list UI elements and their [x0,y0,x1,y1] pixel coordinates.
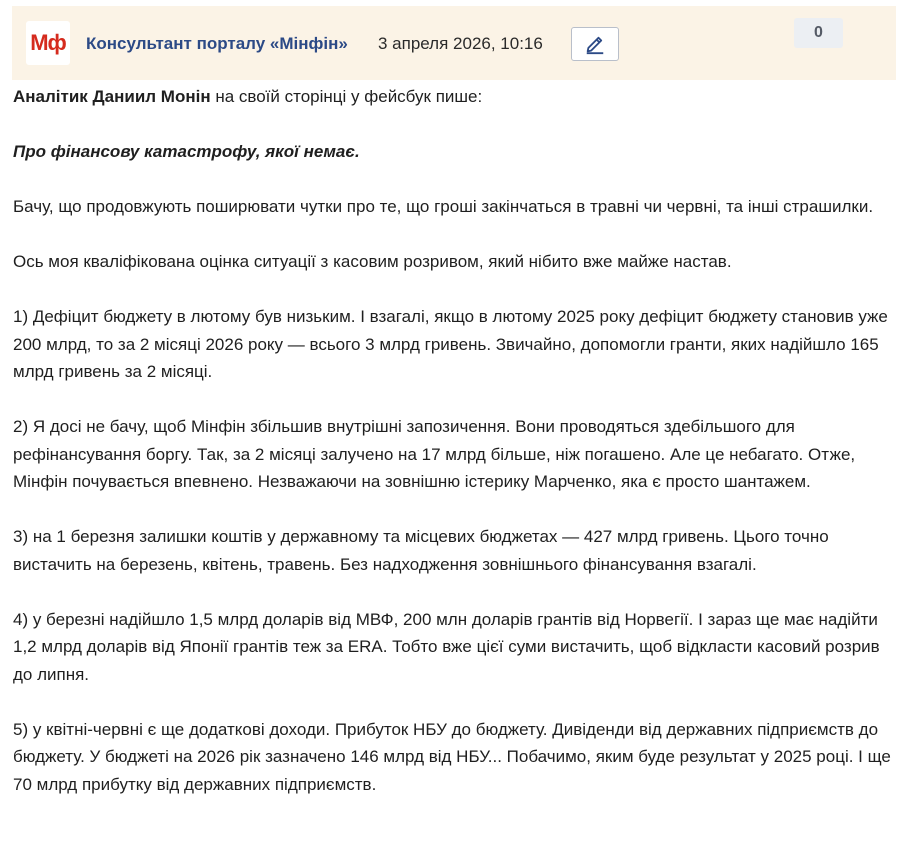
paragraph: 5) у квітні-червні є ще додаткові доходи. Прибуток НБУ до бюджету. Дивіденди від державних підприємств до бюджету. У бюджеті на 2026 рік зазначено 146 млрд від НБУ... Побачимо, яким буде результат у 2025 році. І ще 70 млрд прибутку від державних підприємств. [13,719,891,794]
paragraph: Бачу, що продовжують поширювати чутки про те, що гроші закінчаться в травні чи червні, та інші страшилки. [13,197,874,216]
intro-paragraph [13,83,903,111]
edit-button[interactable] [571,27,619,61]
post-header [12,6,896,80]
intro-author: Аналітик Даниил Монін [13,87,211,106]
intro-text: на своїй сторінці у фейсбук пише: [210,87,483,106]
minfin-logo[interactable]: Мф [26,21,70,65]
author-link[interactable]: Консультант порталу «Мінфін» [86,34,348,53]
paragraph: 2) Я досі не бачу, щоб Мінфін збільшив внутрішні запозичення. Вони проводяться здебільшого для рефінансування боргу. Так, за 2 місяці залучено на 17 млрд більше, ніж погашено. Але це небагато. Отже, Мінфін почувається впевнено. Незважаючи на зовнішню істерику Марченко, яка є просто шантажем. [13,417,856,491]
paragraph: 3) на 1 березня залишки коштів у державному та місцевих бюджетах — 427 млрд гривень. Цього точно вистачить на березень, квітень, травень. Без надходження зовнішнього фінансування взагалі. [13,527,829,574]
post-title: Про фінансову катастрофу, якої немає. [13,142,360,161]
paragraph: 4) у березні надійшло 1,5 млрд доларів від МВФ, 200 млн доларів грантів від Норвегії. І зараз ще має надійти 1,2 млрд доларів від Японії грантів теж за ERA. Тобто вже цієї суми вистачить, щоб відкласти касовий розрив до липня. [13,609,880,684]
paragraph: Ось моя кваліфікована оцінка ситуації з касовим розривом, який нібито вже майже настав. [13,252,732,271]
post-body [13,83,903,798]
pencil-icon [584,33,606,55]
rating-counter[interactable]: 0 [794,18,843,48]
paragraph: 1) Дефіцит бюджету в лютому був низьким. І взагалі, якщо в лютому 2025 року дефіцит бюджету становив уже 200 млрд, то за 2 місяці 2026 року — всього 3 млрд гривень. Звичайно, допомогли гранти, яких надійшло 165 млрд гривень за 2 місяці. [13,307,888,381]
post-date: 3 апреля 2026, 10:16 [378,34,543,53]
